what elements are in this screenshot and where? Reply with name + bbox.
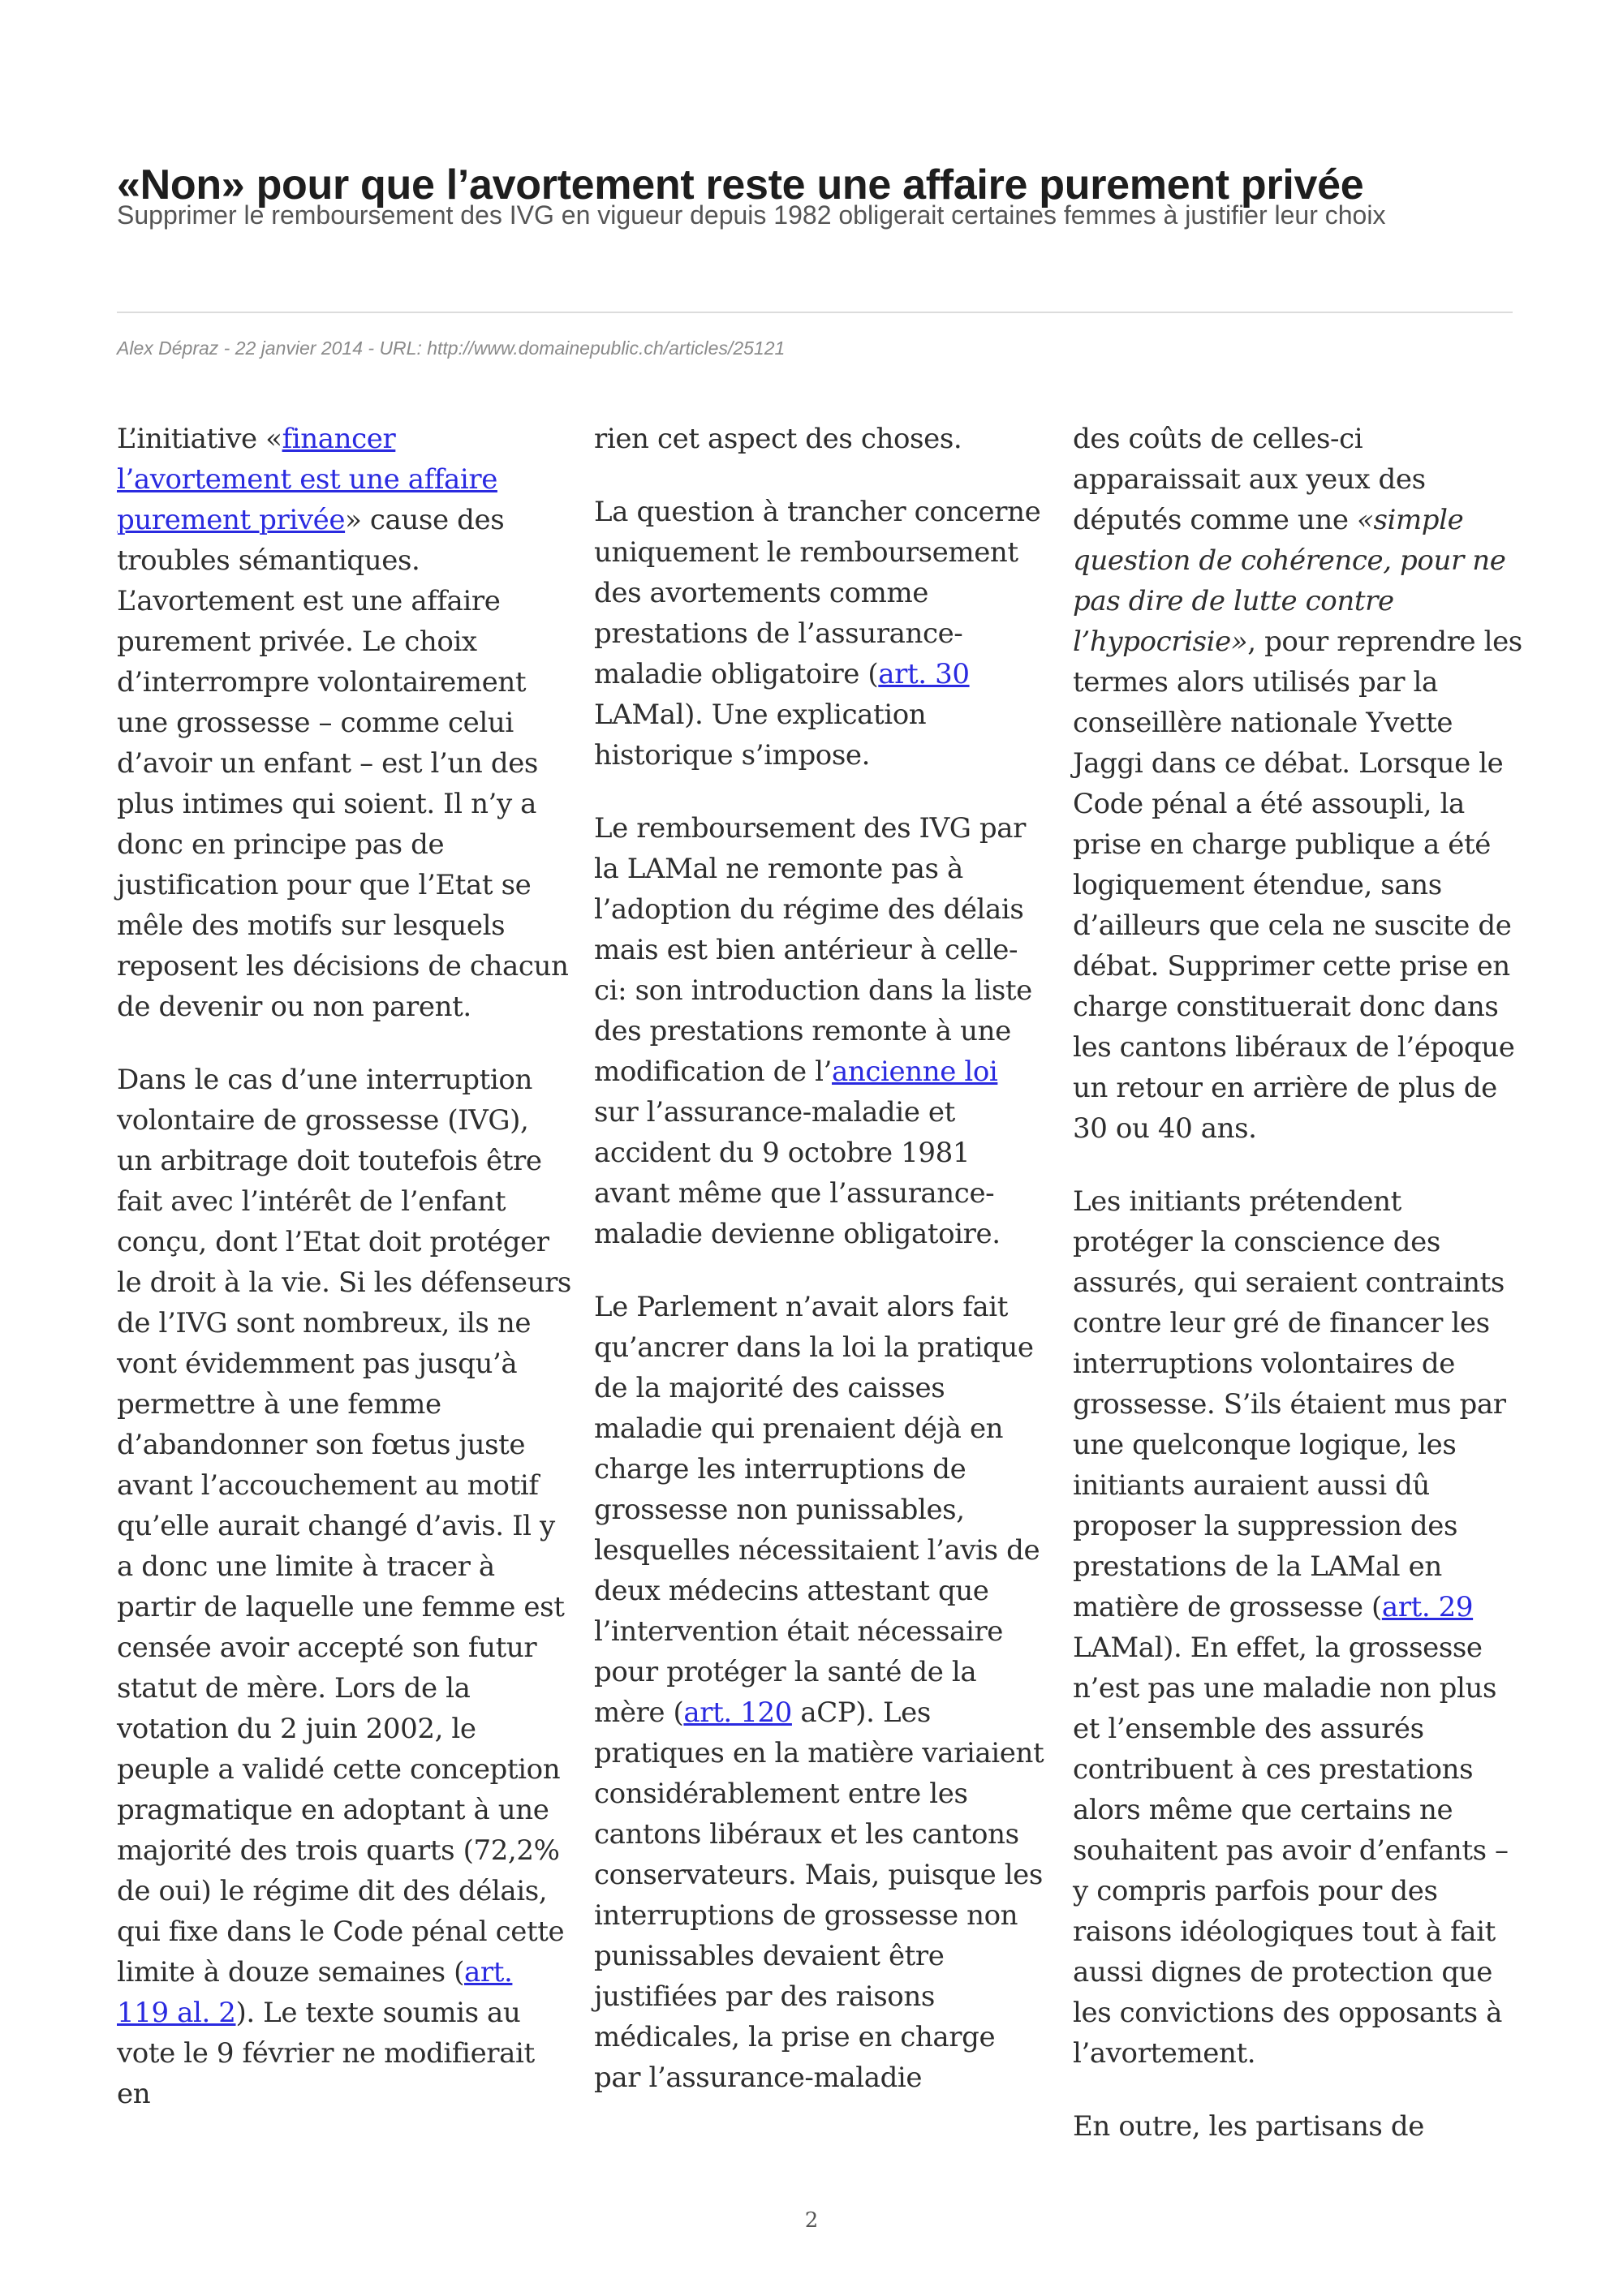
link-art-29[interactable]: art. 29 (1381, 1591, 1474, 1623)
text-run: sur l’assurance-maladie et accident du 9 octobre 1981 avant même que l’assurance-maladie devienne obligatoire. (594, 1096, 1001, 1250)
paragraph (1073, 419, 1527, 1149)
divider (117, 312, 1513, 313)
byline: Alex Dépraz - 22 janvier 2014 - URL: http://www.domainepublic.ch/articles/25121 (117, 338, 786, 359)
text-column-1 (117, 419, 571, 2147)
text-run: Dans le cas d’une interruption volontaire de grossesse (IVG), un arbitrage doit toutefois être fait avec l’intérêt de l’enfant conçu, dont l’Etat doit protéger le droit à la vie. Si les défenseurs de l’IVG sont nombreux, ils ne vont évidemment pas jusqu’à permettre à une femme d’abandonner son fœtus juste avant l’accouchement au motif qu’elle aurait changé d’avis. Il y a donc une limite à tracer à partir de laquelle une femme est censée avoir accepté son futur statut de mère. Lors de la votation du 2 juin 2002, le peuple a validé cette conception pragmatique en adoptant à une majorité des trois quarts (72,2% de oui) le régime dit des délais, qui fixe dans le Code pénal cette limite à douze semaines ( (117, 1064, 571, 1989)
link-art-120[interactable]: art. 120 (683, 1696, 792, 1729)
text-run: LAMal). En effet, la grossesse n’est pas une maladie non plus et l’ensemble des assurés contribuent à ces prestations alors même que certains ne souhaitent pas avoir d’enfants – y compris parfois pour des raisons idéologiques tout à fait aussi dignes de protection que les convictions des opposants à l’avortement. (1073, 1632, 1509, 2070)
text-column-3 (1073, 419, 1527, 2179)
paragraph: rien cet aspect des choses. (594, 423, 962, 455)
paragraph (594, 492, 1048, 776)
text-run: des coûts de celles-ci apparaissait aux yeux des députés comme une (1073, 423, 1426, 536)
paragraph (117, 419, 571, 1027)
link-ancienne-loi[interactable]: ancienne loi (832, 1056, 998, 1088)
text-run: aCP). Les pratiques en la matière variaient considérablement entre les cantons libéraux et les cantons conservateurs. Mais, puisque les interruptions de grossesse non punissables devaient être justifiées par des raisons médicales, la prise en charge par l’assurance-maladie (594, 1696, 1044, 2094)
text-run: Le Parlement n’avait alors fait qu’ancrer dans la loi la pratique de la majorité des caisses maladie qui prenaient déjà en charge les interruptions de grossesse non punissables, lesquelles nécessitaient l’avis de deux médecins attestant que l’intervention était nécessaire pour protéger la santé de la mère ( (594, 1291, 1040, 1729)
subtitle: Supprimer le remboursement des IVG en vigueur depuis 1982 obligerait certaines femmes à justifier leur choix (117, 200, 1386, 230)
quote: «simple question de cohérence, pour ne pas dire de lutte contre l’hypocrisie» (1073, 504, 1506, 658)
link-art-30[interactable]: art. 30 (878, 658, 970, 690)
paragraph (117, 1060, 571, 2114)
text-run: L’initiative « (117, 423, 282, 455)
text-run: LAMal). Une explication historique s’impose. (594, 699, 927, 772)
link-initiative[interactable]: financer l’avortement est une affaire purement privée (117, 423, 497, 536)
text-run: Les initiants prétendent protéger la conscience des assurés, qui seraient contraints contre leur gré de financer les interruptions volontaires de grossesse. S’ils étaient mus par une quelconque logique, les initiants auraient aussi dû proposer la suppression des prestations de la LAMal en matière de grossesse ( (1073, 1185, 1506, 1623)
text-run: Le remboursement des IVG par la LAMal ne remonte pas à l’adoption du régime des délais mais est bien antérieur à celle-ci: son introduction dans la liste des prestations remonte à une modification de l’ (594, 812, 1032, 1088)
paragraph (594, 1287, 1048, 2098)
text-run: La question à trancher concerne uniquement le remboursement des avortements comme prestations de l’assurance-maladie obligatoire ( (594, 496, 1041, 690)
text-run: » cause des troubles sémantiques. L’avortement est une affaire purement privée. Le choix d’interrompre volontairement une grossesse – comme celui d’avoir un enfant – est l’un des plus intimes qui soient. Il n’y a donc en principe pas de justification pour que l’Etat se mêle des motifs sur lesquels reposent les décisions de chacun de devenir ou non parent. (117, 504, 569, 1023)
page-number: 2 (804, 2208, 819, 2233)
paragraph: En outre, les partisans de (1073, 2110, 1424, 2143)
page-title: «Non» pour que l’avortement reste une affaire purement privée (117, 161, 1364, 209)
text-column-2 (594, 419, 1048, 2130)
paragraph (594, 808, 1048, 1254)
link-art-119[interactable]: art. 119 al. 2 (117, 1956, 513, 2029)
text-run: ). Le texte soumis au vote le 9 février ne modifierait en (117, 1997, 535, 2110)
paragraph (1073, 1181, 1527, 2074)
text-run: , pour reprendre les termes alors utilisés par la conseillère nationale Yvette Jaggi dans ce débat. Lorsque le Code pénal a été assoupli, la prise en charge publique a été logiquement étendue, sans d’ailleurs que cela ne suscite de débat. Supprimer cette prise en charge constituerait donc dans les cantons libéraux de l’époque un retour en arrière de plus de 30 ou 40 ans. (1073, 626, 1522, 1145)
